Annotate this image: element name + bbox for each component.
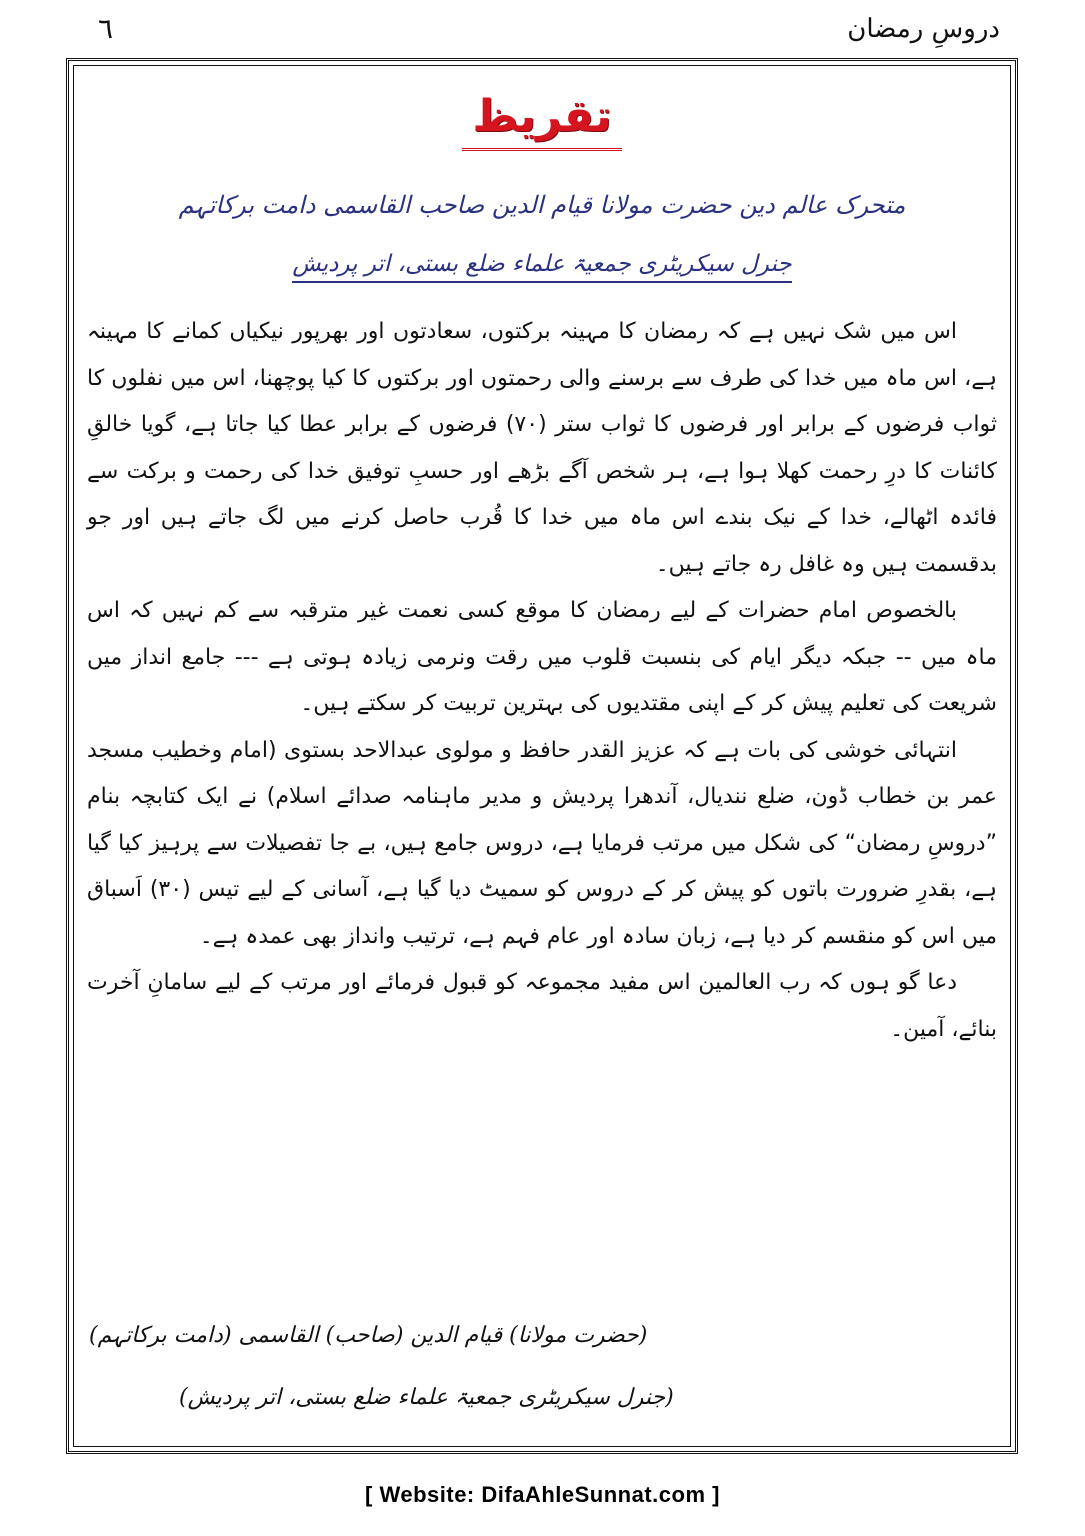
website-footer: [ Website: DifaAhleSunnat.com ] — [365, 1482, 720, 1507]
paragraph: اس میں شک نہیں ہے کہ رمضان کا مہینہ برکتوں، سعادتوں اور بھرپور نیکیاں کمانے کا مہینہ ہے، اس ماہ میں خدا کی طرف سے برسنے والی رحمتوں اور برکتوں کا کیا پوچھنا، اس میں نفلوں کا ثواب فرضوں کے برابر اور فرضوں کا ثواب ستر (۷۰) فرضوں کے برابر عطا کیا جاتا ہے، گویا خالقِ کائنات کا درِ رحمت کھلا ہوا ہے، ہر شخص آگے بڑھے اور حسبِ توفیق خدا کی رحمت و برکت سے فائدہ اٹھالے، خدا کے نیک بندے اس ماہ میں خدا کا قُرب حاصل کرنے میں لگ جاتے ہیں اور جو بدقسمت ہیں وہ غافل رہ جاتے ہیں۔ — [87, 319, 997, 577]
author-designation-text: جنرل سیکریٹری جمعیۃ علماء ضلع بستی، اتر پردیش — [292, 251, 791, 283]
signature-designation: (جنرل سیکریٹری جمعیۃ علماء ضلع بستی، اتر پردیش) — [179, 1385, 674, 1410]
signature-name: (حضرت مولانا) قیام الدین (صاحب) القاسمی (دامت برکاتہم) — [89, 1323, 648, 1348]
page-header — [70, 10, 1020, 50]
body-text — [87, 309, 997, 1053]
page-frame — [66, 58, 1018, 1454]
author-title: متحرک عالم دین حضرت مولانا قیام الدین صاحب القاسمی دامت برکاتہم — [178, 191, 906, 219]
paragraph: بالخصوص امام حضرات کے لیے رمضان کا موقع کسی نعمت غیر مترقبہ سے کم نہیں کہ اس ماہ میں -- جبکہ دیگر ایام کی بنسبت قلوب میں رقت ونرمی زیادہ ہوتی ہے --- جامع انداز میں شریعت کی تعلیم پیش کر کے اپنی مقتدیوں کی بہترین تربیت کر سکتے ہیں۔ — [87, 598, 997, 716]
page-number: ٦ — [98, 12, 114, 45]
heading-wrapper — [69, 91, 1015, 151]
paragraph: دعا گو ہوں کہ رب العالمین اس مفید مجموعہ کو قبول فرمائے اور مرتب کے لیے سامانِ آخرت بنائے، آمین۔ — [87, 970, 997, 1042]
page-heading: تقریظ — [462, 91, 621, 151]
paragraph: انتہائی خوشی کی بات ہے کہ عزیز القدر حافظ و مولوی عبدالاحد بستوی (امام وخطیب مسجد عمر بن خطاب ڈون، ضلع نندیال، آندھرا پردیش و مدیر ماہنامہ صدائے اسلام) نے ایک کتابچہ بنام ”دروسِ رمضان“ کی شکل میں مرتب فرمایا ہے، دروس جامع ہیں، بے جا تفصیلات سے پرہیز کیا گیا ہے، بقدرِ ضرورت باتوں کو پیش کر کے دروس کو سمیٹ دیا گیا ہے، آسانی کے لیے تیس (۳۰) اَسباق میں اس کو منقسم کر دیا ہے، زبان سادہ اور عام فہم ہے، ترتیب وانداز بھی عمدہ ہے۔ — [87, 737, 997, 949]
book-title: دروسِ رمضان — [847, 14, 1000, 44]
author-designation — [69, 251, 1015, 277]
